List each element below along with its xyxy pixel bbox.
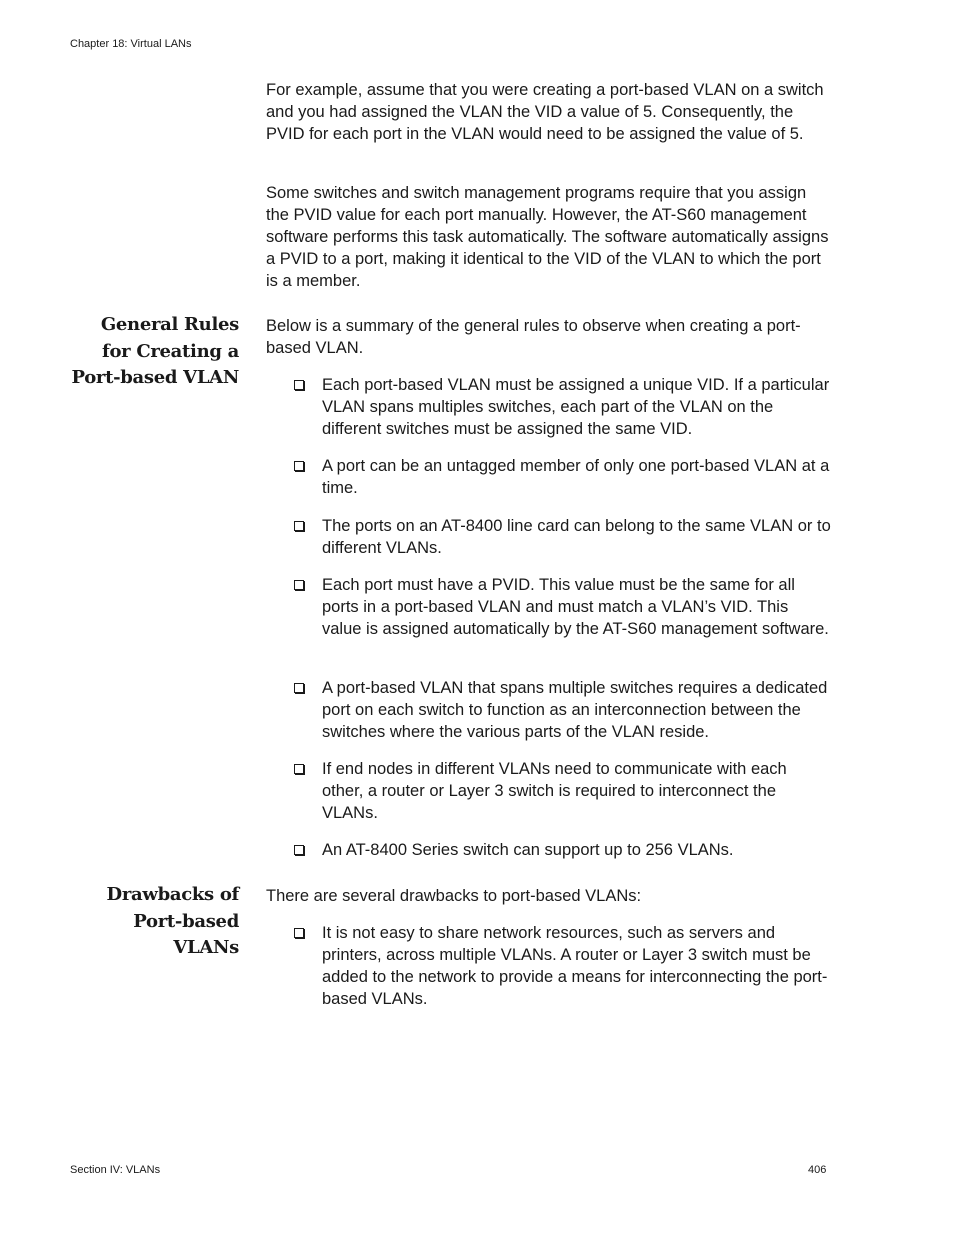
intro-paragraph-1: For example, assume that you were creating a port-based VLAN on a switch and you had assigned the VLAN the VID a value of 5. Consequently, the PVID for each port in the VLAN would need to be assigned the value of 5.	[266, 81, 824, 143]
list-item-text: It is not easy to share network resources, such as servers and printers, across multiple VLANs. A router or Layer 3 switch must be added to the network to provide a means for interconnecting the port-based VLANs.	[322, 924, 828, 1008]
list-item-text: A port can be an untagged member of only one port-based VLAN at a time.	[322, 457, 830, 497]
checkbox-bullet-icon	[294, 845, 304, 855]
checkbox-bullet-icon	[294, 380, 304, 390]
checkbox-bullet-icon	[294, 521, 304, 531]
intro-paragraph-2: Some switches and switch management programs require that you assign the PVID value for each port manually. However, the AT-S60 management software performs this task automatically. The software automatically assigns a PVID to a port, making it identical to the VID of the VLAN to which the port is a member.	[266, 184, 829, 290]
section-heading-drawbacks: Drawbacks of Port-based VLANs	[106, 884, 239, 958]
checkbox-bullet-icon	[294, 461, 304, 471]
section-heading-general-rules: General Rules for Creating a Port-based VLAN	[71, 314, 239, 388]
section-intro-drawbacks: There are several drawbacks to port-based VLANs:	[266, 887, 642, 905]
checkbox-bullet-icon	[294, 928, 304, 938]
list-item-text: Each port must have a PVID. This value must be the same for all ports in a port-based VLAN and must match a VLAN’s VID. This value is assigned automatically by the AT-S60 management software.	[322, 576, 829, 638]
running-footer: Section IV: VLANs	[70, 1164, 161, 1176]
checkbox-bullet-icon	[294, 683, 304, 693]
running-header: Chapter 18: Virtual LANs	[70, 38, 192, 50]
section-intro-general-rules: Below is a summary of the general rules to observe when creating a port-based VLAN.	[266, 317, 801, 357]
list-item-text: If end nodes in different VLANs need to communicate with each other, a router or Layer 3 switch is required to interconnect the VLANs.	[322, 760, 787, 822]
list-item-text: A port-based VLAN that spans multiple switches requires a dedicated port on each switch to function as an interconnection between the switches where the various parts of the VLAN reside.	[322, 679, 828, 741]
checkbox-bullet-icon	[294, 764, 304, 774]
checkbox-bullet-icon	[294, 580, 304, 590]
list-item-text: An AT-8400 Series switch can support up to 256 VLANs.	[322, 841, 734, 859]
page-number: 406	[808, 1164, 827, 1176]
list-item-text: The ports on an AT-8400 line card can belong to the same VLAN or to different VLANs.	[322, 517, 831, 557]
list-item-text: Each port-based VLAN must be assigned a unique VID. If a particular VLAN spans multiples switches, each part of the VLAN on the different switches must be assigned the same VID.	[322, 376, 830, 438]
